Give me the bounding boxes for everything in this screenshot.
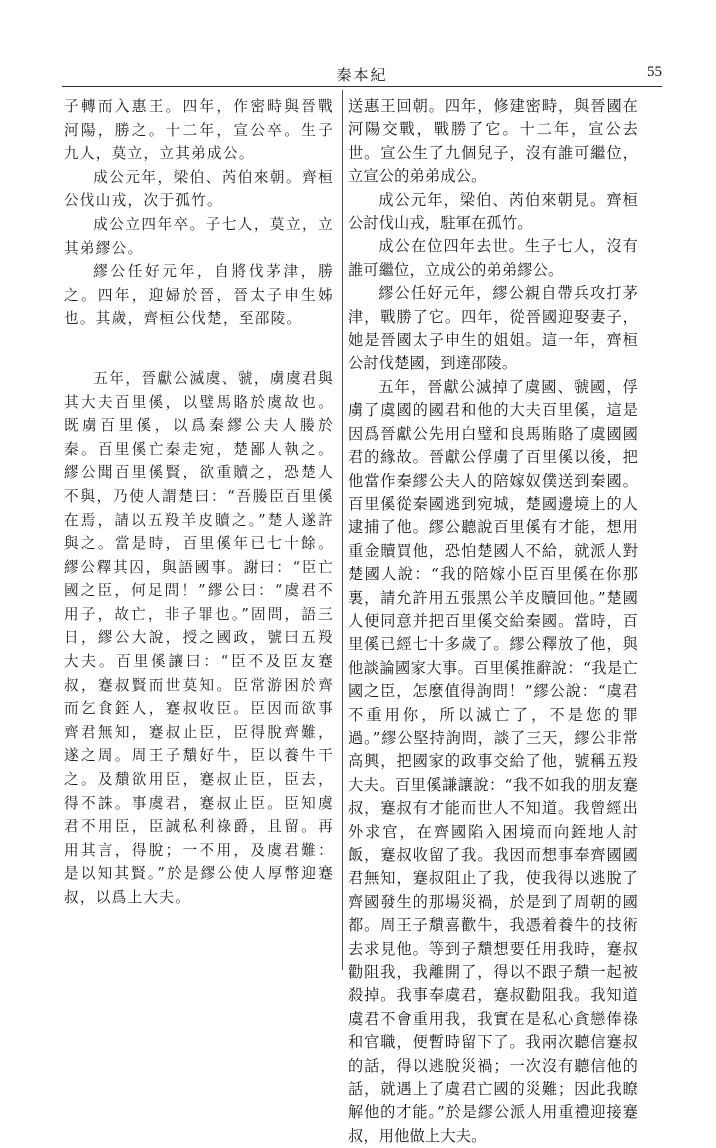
original-paragraph: 成公元年，梁伯、芮伯來朝。齊桓公伐山戎，次于孤竹。 bbox=[64, 168, 334, 210]
translation-paragraph: 五年，晉獻公滅掉了虞國、虢國，俘虜了虞國的國君和他的大夫百里傒，這是因爲晉獻公先用白璧和良馬賄賂了虞國國君的緣故。晉獻公俘虜了百里傒以後，把他當作秦繆公夫人的陪嫁奴僕送到秦國。百里傒從秦國逃到宛城，楚國邊境上的人逮捕了他。繆公聽說百里傒有才能，想用重金贖買他，恐怕楚國人不給，就派人對楚國人說：“我的陪嫁小臣百里傒在你那裏，請允許用五張黑公羊皮贖回他。”楚國人便同意并把百里傒交給秦國。當時，百里傒已經七十多歲了。繆公釋放了他，與他談論國家大事。百里傒推辭說：“我是亡國之臣，怎麼值得詢問！”繆公說：“虞君不重用你，所以滅亡了，不是您的罪過。”繆公堅持詢問，談了三天，繆公非常高興，把國家的政事交給了他，號稱五羖大夫。百里傒謙讓說：“我不如我的朋友蹇叔，蹇叔有才能而世人不知道。我曾經出外求官，在齊國陷入困境而向銍地人討飯，蹇叔收留了我。我因而想事奉齊國國君無知，蹇叔阻止了我，使我得以逃脫了齊國發生的那場災禍，於是到了周朝的國都。周王子穨喜歡牛，我憑着養牛的技術去求見他。等到子穨想要任用我時，蹇叔勸阻我，我離開了，得以不跟子穨一起被殺掉。我事奉虞君，蹇叔勸阻我。我知道虞君不會重用我，我實在是私心貪戀俸祿和官職，便暫時留下了。我兩次聽信蹇叔的話，得以逃脫災禍；一次沒有聽信他的話，就遇上了虞君亡國的災難；因此我瞭解他的才能。”於是繆公派人用重禮迎接蹇叔，用他做上大夫。 bbox=[348, 377, 638, 1145]
running-title: 秦本紀 bbox=[336, 66, 388, 84]
original-paragraph: 成公立四年卒。子七人，莫立，立其弟繆公。 bbox=[64, 215, 334, 257]
translation-paragraph: 成公在位四年去世。生子七人，沒有誰可繼位，立成公的弟弟繆公。 bbox=[348, 237, 638, 279]
page-number: 55 bbox=[647, 64, 662, 80]
column-divider bbox=[342, 90, 343, 970]
header-rule bbox=[62, 86, 662, 87]
translation-column bbox=[348, 95, 638, 1148]
paragraph-gap bbox=[64, 331, 334, 367]
translation-paragraph: 送惠王回朝。四年，修建密畤，與晉國在河陽交戰，戰勝了它。十二年，宣公去世。宣公生了九個兒子，沒有誰可繼位，立宣公的弟弟成公。 bbox=[348, 97, 638, 186]
original-paragraph: 五年，晉獻公滅虞、虢，虜虞君與其大夫百里傒，以璧馬賂於虞故也。既虜百里傒，以爲秦繆公夫人媵於秦。百里傒亡秦走宛，楚鄙人執之。繆公聞百里傒賢，欲重贖之，恐楚人不與，乃使人謂楚曰：“吾媵臣百里傒在焉，請以五羖羊皮贖之。”楚人遂許與之。當是時，百里傒年已七十餘。繆公釋其囚，與語國事。謝曰：“臣亡國之臣，何足問！”繆公曰：“虞君不用子，故亡，非子罪也。”固問，語三日，繆公大說，授之國政，號曰五羖大夫。百里傒讓曰：“臣不及臣友蹇叔，蹇叔賢而世莫知。臣常游困於齊而乞食銍人，蹇叔收臣。臣因而欲事齊君無知，蹇叔止臣，臣得脫齊難，遂之周。周王子穨好牛，臣以養牛干之。及穨欲用臣，蹇叔止臣，臣去，得不誅。事虞君，蹇叔止臣。臣知虞君不用臣，臣誠私利祿爵，且留。再用其言，得脫；一不用，及虞君難：是以知其賢。”於是繆公使人厚幣迎蹇叔，以爲上大夫。 bbox=[64, 369, 334, 906]
page-header bbox=[62, 62, 662, 84]
original-paragraph: 繆公任好元年，自將伐茅津，勝之。四年，迎婦於晉，晉太子申生姊也。其歲，齊桓公伐楚，至邵陵。 bbox=[64, 263, 334, 328]
original-paragraph: 子轉而入惠王。四年，作密畤與晉戰河陽，勝之。十二年，宣公卒。生子九人，莫立，立其弟成公。 bbox=[64, 98, 334, 163]
translation-paragraph: 繆公任好元年，繆公親自帶兵攻打茅津，戰勝了它。四年，從晉國迎娶妻子，她是晉國太子申生的姐姐。這一年，齊桓公討伐楚國，到達邵陵。 bbox=[348, 284, 638, 373]
original-text-column bbox=[64, 95, 334, 910]
translation-paragraph: 成公元年，梁伯、芮伯來朝見。齊桓公討伐山戎，駐軍在孤竹。 bbox=[348, 190, 638, 233]
